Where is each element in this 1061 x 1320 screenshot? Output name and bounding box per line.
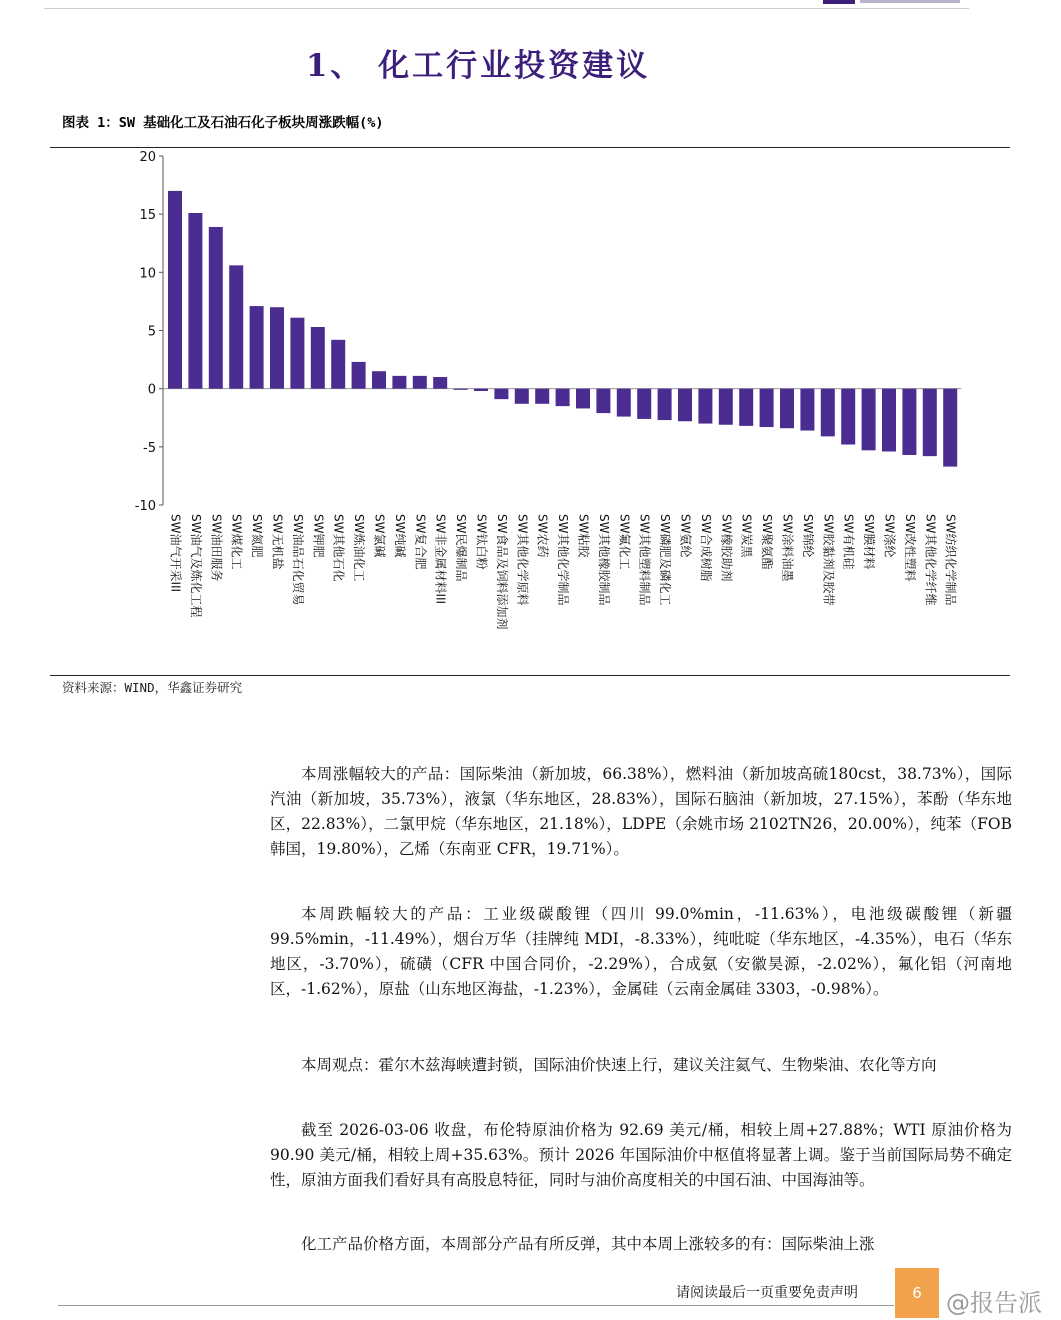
bar [515,389,529,404]
y-tick-label: 20 [139,150,156,165]
bar [474,389,488,391]
paragraph-gainers [270,762,1012,862]
bar [372,371,386,388]
bar [433,377,447,389]
category-label: SW氟化工 [617,514,632,570]
bar [270,307,284,388]
category-label: SW炼油化工 [352,514,367,582]
category-label: SW纯碱 [392,514,407,558]
category-label: SW钾肥 [311,514,326,558]
y-tick-label: -5 [143,440,156,456]
category-label: SW氨纶 [678,514,693,558]
bar-chart [0,140,1061,665]
bar [780,389,794,429]
category-label: SW聚氨酯 [760,514,775,570]
paragraph-losers [270,902,1012,1002]
category-label: SW农药 [535,514,550,558]
category-label: SW氯碱 [372,514,387,558]
category-label: SW粘胶 [576,514,591,558]
category-label: SW民爆制品 [454,514,469,582]
category-label: SW油气开采III [168,514,183,593]
section-title: 1、 化工行业投资建议 [305,48,651,84]
category-label: SW油气及炼化工程 [188,514,203,618]
category-label: SW膜材料 [862,514,877,570]
bar [800,389,814,431]
bar [331,340,345,389]
paragraph-products-text: 化工产品价格方面，本周部分产品有所反弹，其中本周上涨较多的有：国际柴油上涨 [301,1235,875,1253]
bar [821,389,835,437]
category-label: SW其他化学纤维 [923,514,938,606]
category-label: SW锦纶 [800,514,815,558]
bar [209,227,223,389]
paragraph-view [270,1053,1012,1078]
category-label: SW其他塑料制品 [637,514,652,606]
y-tick-label: 10 [139,266,156,282]
bar [882,389,896,452]
bar [658,389,672,420]
y-tick-label: 5 [147,324,156,340]
bar [290,318,304,389]
paragraph-gainers-text: 本周涨幅较大的产品：国际柴油（新加坡，66.38%），燃料油（新加坡高硫180cst，38.73%），国际汽油（新加坡，35.73%），液氯（华东地区，28.83%），国际石脑油（新加坡，27.15%），苯酚（华东地区，22.83%），二氯甲烷（华东地区，21.18%），LDPE（余姚市场 2102TN26，20.00%），纯苯（FOB 韩国，19.80%），乙烯（东南亚 CFR，19.71%）。 [270,765,1012,858]
category-label: SW合成树脂 [698,514,713,582]
bar [494,389,508,399]
category-label: SW非金属材料III [433,514,448,605]
category-label: SW其他化学原料 [515,514,530,606]
category-label: SW氮肥 [250,514,265,558]
header-logo-text [860,0,960,3]
header-logo [823,0,855,4]
paragraph-view-text: 本周观点：霍尔木兹海峡遭封锁，国际油价快速上行，建议关注氦气、生物柴油、农化等方向 [301,1056,937,1074]
footer-disclaimer: 请阅读最后一页重要免责声明 [676,1285,858,1301]
category-label: SW钛白粉 [474,514,489,570]
category-label: SW橡胶助剂 [719,514,734,582]
bar [454,389,468,390]
bar [576,389,590,409]
bar [535,389,549,404]
bar [392,376,406,389]
category-label: SW其他化学制品 [556,514,571,606]
category-label: SW其他橡胶制品 [596,514,611,606]
category-label: SW复合肥 [413,514,428,570]
bar [596,389,610,413]
bar [250,306,264,389]
category-label: SW炭黑 [739,514,754,558]
figure-source: 资料来源：WIND，华鑫证券研究 [62,680,243,695]
figure-bottom-rule [50,675,1010,676]
page-number: 6 [895,1268,939,1318]
paragraph-products [270,1232,1012,1257]
bar [698,389,712,424]
figure-caption: 图表 1：SW 基础化工及石油石化子板块周涨跌幅(%) [62,115,384,131]
category-label: SW有机硅 [841,514,856,570]
category-label: SW无机盐 [270,514,285,570]
bar [902,389,916,455]
bar [168,191,182,389]
bar [617,389,631,417]
footer-rule [58,1305,894,1306]
bar [760,389,774,427]
bar [862,389,876,451]
bar [678,389,692,422]
category-label: SW食品及饲料添加剂 [494,514,509,630]
category-label: SW纺织化学制品 [943,514,958,606]
bar [188,213,202,389]
watermark: @报告派 [946,1289,1042,1317]
bar [739,389,753,426]
paragraph-oil-text: 截至 2026-03-06 收盘，布伦特原油价格为 92.69 美元/桶，相较上周+27.88%；WTI 原油价格为 90.90 美元/桶，相较上周+35.63%。预计 2026 年国际油价中枢值将显著上调。鉴于当前国际局势不确定性，原油方面我们看好具有高股息特征，同时与油价高度相关的中国石油、中国海油等。 [270,1121,1012,1189]
bar [923,389,937,456]
category-label: SW涂料油墨 [780,514,795,582]
paragraph-losers-text: 本周跌幅较大的产品：工业级碳酸锂（四川 99.0%min，-11.63%），电池级碳酸锂（新疆 99.5%min，-11.49%），烟台万华（挂牌纯 MDI，-8.33%），纯吡啶（华东地区，-4.35%），电石（华东地区，-3.70%），硫磺（CFR 中国合同价，-2.29%），合成氨（安徽昊源，-2.02%），氟化铝（河南地区，-1.62%），原盐（山东地区海盐，-1.23%），金属硅（云南金属硅 3303，-0.98%）。 [270,905,1012,998]
category-label: SW其他石化 [331,514,346,582]
y-tick-label: 0 [147,382,156,398]
bar [841,389,855,445]
category-labels [169,514,959,629]
category-label: SW改性塑料 [902,514,917,582]
category-label: SW涤纶 [882,514,897,558]
category-label: SW磷肥及磷化工 [658,514,673,606]
bar [352,362,366,389]
category-label: SW煤化工 [229,514,244,570]
paragraph-oil [270,1118,1012,1193]
y-tick-label: -10 [134,499,156,514]
bar-series [168,191,957,467]
y-tick-label: 15 [139,208,156,224]
bar [719,389,733,425]
category-label: SW胶黏剂及胶带 [821,514,836,606]
bar [311,327,325,389]
bar [943,389,957,467]
bar [413,376,427,389]
bar [556,389,570,406]
bar [637,389,651,419]
category-label: SW油田服务 [209,514,224,582]
bar [229,265,243,388]
category-label: SW油品石化贸易 [290,514,305,606]
